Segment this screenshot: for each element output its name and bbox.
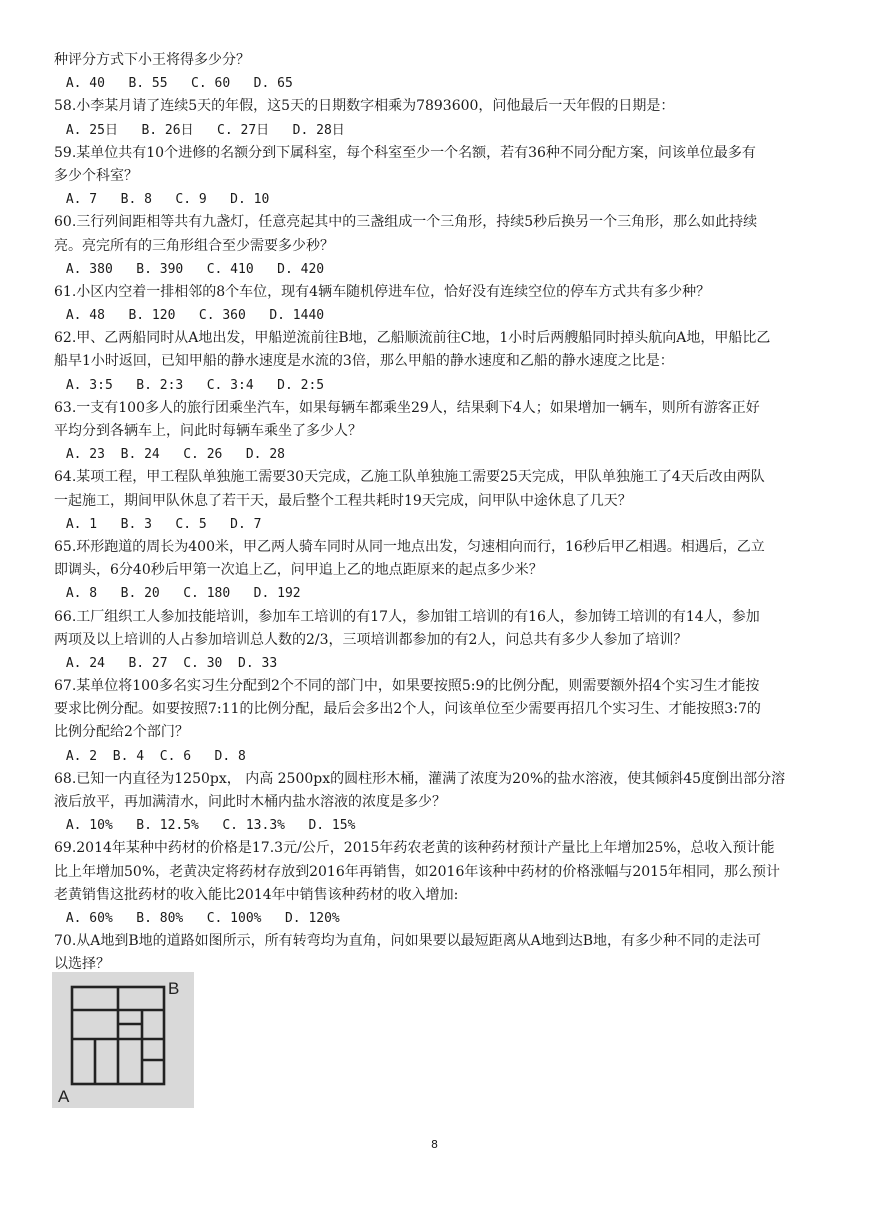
- answer-options: A. 1 B. 3 C. 5 D. 7: [58, 516, 262, 532]
- text-line: 亮。亮完所有的三角形组合至少需要多少秒？: [54, 237, 334, 254]
- answer-options: A. 7 B. 8 C. 9 D. 10: [58, 192, 270, 208]
- text-line: 种评分方式下小王将得多少分？: [54, 52, 250, 68]
- road-grid: [72, 987, 164, 1084]
- question-61: 61.小区内空着一排相邻的8个车位，现有4辆车随机停进车位，恰好没有连续空位的停车方式共有多少种？: [54, 283, 711, 300]
- answer-options: A. 48 B. 120 C. 360 D. 1440: [58, 308, 325, 324]
- point-b-label: B: [168, 979, 180, 998]
- answer-options: A. 23 B. 24 C. 26 D. 28: [58, 447, 285, 463]
- answer-options: A. 60% B. 80% C. 100% D. 120%: [58, 910, 340, 926]
- text-line: 平均分到各辆车上，问此时每辆车乘坐了多少人？: [54, 423, 362, 439]
- text-line: 液后放平，再加满清水，问此时木桶内盐水溶液的浓度是多少？: [54, 794, 446, 810]
- road-map-figure: [52, 972, 194, 1108]
- question-59: 59.某单位共有10个进修的名额分到下属科室，每个科室至少一个名额，若有36种不同分配方案，问该单位最多有: [54, 144, 756, 161]
- answer-options: A. 10% B. 12.5% C. 13.3% D. 15%: [58, 818, 356, 834]
- text-line: 比例分配给2个部门？: [54, 724, 189, 741]
- question-68: 68.已知一内直径为1250px， 内高 2500px的圆柱形木桶，灌满了浓度为20%的盐水溶液，使其倾斜45度倒出部分溶: [54, 770, 786, 787]
- text-line: 一起施工，期间甲队休息了若干天，最后整个工程共耗时19天完成，问甲队中途休息了几天？: [54, 492, 632, 509]
- answer-options: A. 25日 B. 26日 C. 27日 D. 28日: [58, 122, 345, 138]
- question-67: 67.某单位将100多名实习生分配到2个不同的部门中，如果要按照5:9的比例分配，则需要额外招4个实习生才能按: [54, 678, 760, 695]
- text-line: 老黄销售这批药材的收入能比2014年中销售该种药材的收入增加:: [54, 886, 459, 903]
- answer-options: A. 2 B. 4 C. 6 D. 8: [58, 748, 246, 764]
- question-63: 63.一支有100多人的旅行团乘坐汽车，如果每辆车都乘坐29人，结果剩下4人；如果增加一辆车，则所有游客正好: [54, 399, 760, 416]
- text-line: 即调头，6分40秒后甲第一次追上乙，问甲追上乙的地点距原来的起点多少米？: [54, 562, 543, 579]
- answer-options: A. 40 B. 55 C. 60 D. 65: [58, 76, 293, 92]
- question-65: 65.环形跑道的周长为400米，甲乙两人骑车同时从同一地点出发，匀速相向而行，16秒后甲乙相遇。相遇后，乙立: [54, 538, 765, 555]
- question-58: 58.小李某月请了连续5天的年假，这5天的日期数字相乘为7893600，问他最后一天年假的日期是：: [54, 98, 675, 115]
- text-line: 船早1小时返回，已知甲船的静水速度是水流的3倍，那么甲船的静水速度和乙船的静水速度之比是：: [54, 353, 674, 370]
- text-line: 要求比例分配。如要按照7:11的比例分配，最后会多出2个人，问该单位至少需要再招几个实习生、才能按照3:7的: [54, 701, 761, 718]
- text-line: 两项及以上培训的人占参加培训总人数的2/3，三项培训都参加的有2人，问总共有多少人参加了培训？: [54, 631, 688, 648]
- answer-options: A. 8 B. 20 C. 180 D. 192: [58, 586, 301, 602]
- question-62: 62.甲、乙两船同时从A地出发，甲船逆流前往B地，乙船顺流前往C地，1小时后两艘船同时掉头航向A地，甲船比乙: [54, 330, 771, 347]
- answer-options: A. 3:5 B. 2:3 C. 3:4 D. 2:5: [58, 377, 325, 393]
- question-60: 60.三行列间距相等共有九盏灯，任意亮起其中的三盏组成一个三角形，持续5秒后换另一个三角形，那么如此持续: [54, 214, 758, 231]
- question-70: 70.从A地到B地的道路如图所示，所有转弯均为直角，问如果要以最短距离从A地到达B地，有多少种不同的走法可: [54, 933, 762, 950]
- question-64: 64.某项工程，甲工程队单独施工需要30天完成，乙施工队单独施工需要25天完成，甲队单独施工了4天后改由两队: [54, 469, 765, 486]
- question-69: 69.2014年某种中药材的价格是17.3元/公斤，2015年药农老黄的该种药材预计产量比上年增加25%，总收入预计能: [54, 840, 775, 857]
- answer-options: A. 24 B. 27 C. 30 D. 33: [58, 655, 278, 671]
- text-line: 多少个科室？: [54, 167, 138, 184]
- page-number: 8: [431, 1138, 438, 1151]
- answer-options: A. 380 B. 390 C. 410 D. 420: [58, 261, 325, 277]
- point-a-label: A: [58, 1087, 70, 1106]
- text-line: 比上年增加50%，老黄决定将药材存放到2016年再销售，如2016年该种中药材的价格涨幅与2015年相同，那么预计: [54, 863, 781, 880]
- text-line: 以选择？: [54, 956, 110, 973]
- question-66: 66.工厂组织工人参加技能培训，参加车工培训的有17人，参加钳工培训的有16人，参加铸工培训的有14人，参加: [54, 608, 760, 625]
- question-text-block: [54, 49, 824, 977]
